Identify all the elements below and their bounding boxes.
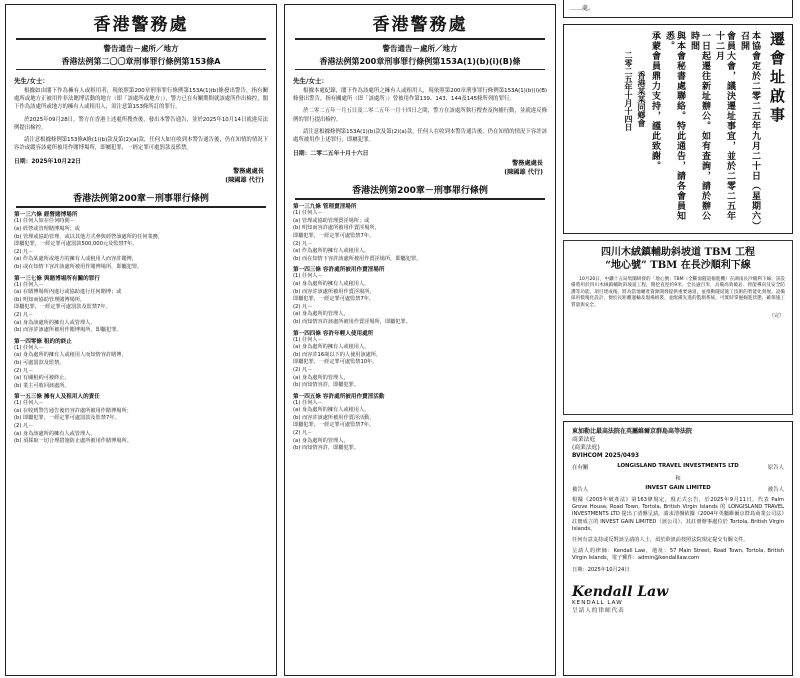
article-title: 四川木絨鎮輔助斜坡道 TBM 工程 (601, 247, 755, 258)
section-item: (b) 可處罰款及監禁。 (14, 359, 65, 366)
signature-name: (陳國雄 代行) (504, 169, 543, 177)
case-number: BVIHCOM 2025/0493 (572, 453, 640, 459)
signature-name: (陳國雄 代行) (225, 177, 264, 185)
divider (16, 38, 266, 40)
signature-title: 警務處處長 (512, 160, 543, 168)
section-item: (b) 或在知情下容許該處所被用作賭博場所，即屬犯罪。 (14, 263, 143, 270)
court-division: 商業法庭 (572, 437, 596, 443)
notice-ordinance: 香港法例第二〇〇章刑事罪行條例第153條A (61, 57, 221, 66)
section-item: (1) 任何人－ (14, 344, 44, 351)
section-heading: 第一四五條 容許處所被用作賣淫活動 (293, 393, 385, 400)
party-name: LONGISLAND TRAVEL INVESTMENTS LTD (617, 463, 739, 469)
section-item: (b) 而容許該處所被用作賣淫場所， (293, 288, 375, 295)
article-subtitle: “地心號” TBM 在長沙順利下線 (605, 260, 751, 271)
court-date: 日期：2025年10月24日 (572, 566, 630, 573)
section-heading: 第一三六條 經營賭博場所 (14, 212, 78, 219)
section-item: (b) 須採取一切合理措施防止處所被用作賭博場所。 (14, 438, 132, 445)
section-heading: 第一四零條 租約的終止 (14, 338, 72, 345)
party-role: 在有關 (572, 465, 589, 471)
section-item: (2) 凡－ (293, 430, 313, 437)
section-item: 即屬犯罪，一經定罪可處監禁7年。 (293, 422, 375, 429)
ordinance-sections (6, 210, 276, 445)
police-notice-2 (284, 4, 556, 676)
notice-subtitle: 警告通告－處所／地方 (103, 44, 179, 53)
relocation-text-col: 承蒙會員鼎力支持，謹此致謝。 (650, 31, 660, 171)
section-item: (b) 業主可收回該處所。 (14, 382, 70, 389)
section-item: (1) 任何人－ (14, 400, 44, 407)
section-item: (b) 管理或協助管理、或以其他方式參與經營該處所的任何業務， (14, 233, 164, 240)
salutation: 先生/女士： (14, 77, 49, 85)
ordinance-sections (285, 202, 555, 453)
party-and (572, 474, 784, 482)
section-item: (b) 明知而協助管理賭博場所， (14, 296, 86, 303)
party-role: 被告人 (572, 487, 589, 493)
section-heading: 第一三九條 管理賣淫場所 (293, 204, 357, 211)
section-item: (b) 即屬犯罪，一經定罪可處罰款及監禁7年。 (14, 415, 120, 422)
section-item: (2) 凡－ (14, 248, 34, 255)
section-item: (a) 在賭博場所內進行或協助進行任何賭博；或 (14, 289, 122, 296)
court-division-sub: (商業法庭) (572, 445, 600, 451)
paragraph: 於2025年09月28日，警方在香港上述處所搜查後，發出本警告通告，並於2025年10月14日就違反法例提出檢控。 (14, 116, 268, 131)
relocation-org: 香港某某同鄉會 (637, 71, 646, 127)
section-heading: 第一三七條 與賭博場所有關的罪行 (14, 275, 100, 282)
solicitor-info: 呈請人的律師：Kendall Law，地址：57 Main Street, Road Town, Tortola, British Virgin Islands，電子郵件：admin@kendalllaw.com (572, 548, 784, 562)
section-item: (b) 而知情容許該處所被用作賣淫場所，即屬犯罪。 (293, 318, 411, 325)
section-item: (2) 凡－ (293, 366, 313, 373)
section-item: (a) 在收到警告通告後仍容許處所被用作賭博場所； (14, 407, 132, 414)
section-item: (b) 而知情容許，即屬犯罪。 (293, 382, 360, 389)
notice-date: 日期：二零二五年十月十六日 (293, 151, 369, 158)
divider (295, 38, 545, 40)
section-item: (1) 任何人－ (293, 336, 323, 343)
court-name: 東加勒比最高法院在英屬維爾京群島高等法院 (572, 428, 693, 435)
court-body: 根據《2003年破產法》第163條規定，現正式公告，於2025年9月11日，代表 Palm Grove House, Road Town, Tortola, British Virgin Islands 的 LONGISLAND TRAVEL INVESTMENTS LTD 提出了清盤呈請，請求清盤依據《2004年英屬維爾京群島商業公司法》註冊成立的 INVEST GAIN LIMITED（該公司），其註冊辦事處位於 Tortola, British Virgin Islands。 (572, 497, 784, 532)
partial-notice-text: ……處。 (570, 5, 595, 12)
article-footer: （完） (768, 313, 784, 320)
section-item: 即屬犯罪，一經定罪可處監禁7年。 (293, 296, 375, 303)
section-item: (1) 任何人－ (293, 273, 323, 280)
logo-subtext-2: 呈請人的律師代表 (572, 607, 625, 614)
notice-dept-title: 香港警務處 (372, 15, 468, 35)
section-item: (a) 身為處所的擁有人或租用人而知情容許賭博， (14, 352, 127, 359)
section-heading: 第一四三條 容許處所被用作賣淫場所 (293, 267, 385, 274)
party-tag: 被告人 (767, 487, 784, 493)
section-item: (a) 身為處所的擁有人或租用人， (293, 407, 370, 414)
section-item: (b) 而容許16歲以下的人使用該處所， (293, 351, 382, 358)
section-item: (b) 而在知情下容許該處所被用作賣淫場所，即屬犯罪。 (293, 255, 422, 262)
paragraph: 請注意根據條例第153A(1)(b)款及第(2)(a)款，任何人在收到本警告通告後，仍在知情的情況下容許該處所被用作上述罪行，即屬犯罪。 (293, 128, 547, 144)
relocation-text-col: 與本會秘書處聯絡。特此通告，請各會員知悉。 (664, 31, 685, 221)
section-heading: 第一四四條 容許年輕人使用處所 (293, 330, 374, 337)
section-item: 即屬犯罪，一經定罪可處監禁10年。 (293, 359, 378, 366)
relocation-text-col: 本協會定於二零二五年九月二十日（星期六）召開 (739, 31, 760, 227)
section-heading: 第一五三條 擁有人及租用人的責任 (14, 394, 100, 401)
relocation-notice (563, 24, 793, 234)
notice-ordinance: 香港法例第200章刑事罪行條例第153A(1)(b)(i)(B)條 (319, 57, 521, 66)
article-body: 10月20日，中鐵十五局集團研發的「地心號」TBM（全斷面隧道掘進機）在湖南長沙順利下線。該設備將用於四川木絨鎮輔助斜坡道工程，開挖直徑約9米，全長逾百米，具備高效破岩、智能導向及安全防護等功能。項目建成後，將為當地礦產資源開發提供重要通道，並推動隧道施工技術的智能化發展。設備採用模塊化設計，便於長距離運輸及現場組裝，並配備先進的監測系統，可實時掌握掘進狀態，確保施工質量與安全。 (571, 277, 785, 308)
section-item: (a) 身為處所的擁有人或租用人， (293, 344, 370, 351)
paragraph: 於二零二五年一月五日及二零二五年一月十四日之間，警方在該處所執行搜查及拘捕行動，並就違反條例的罪行提出檢控。 (293, 108, 547, 123)
relocation-title: 遷會址啟事 (768, 31, 786, 126)
paragraph: 根據如由閣下作為擁有人或租用者，現依照第200章刑事罪行條例第153A(1)(b)條發出警告，指有關處所或地方正被用作非法賭博活動的地方（即「該處所或地方」），警方已在有關期間就該處所作出檢控，閣下作為該處所或地方的擁有人或租用人，須注意第153條所訂的罪行。 (14, 88, 268, 111)
section-item: (2) 凡－ (14, 367, 34, 374)
section-item: (2) 凡－ (14, 311, 34, 318)
divider (295, 198, 545, 200)
divider (16, 206, 266, 208)
and-text: 和 (675, 476, 681, 482)
section-item: (1) 任何人－ (293, 210, 323, 217)
party-row (572, 485, 784, 493)
section-item: 即屬犯罪，一經定罪可處罰款500,000元及監禁7年。 (14, 241, 138, 248)
section-item: (1) 任何人－ (14, 281, 44, 288)
section-item: (a) 作為某處所或地方的擁有人或租用人而容許賭博， (14, 256, 138, 263)
relocation-text-col: 會員大會，議決遷址事宜，並於二零二五年十二月 (714, 31, 735, 221)
section-item: 即屬犯罪，一經定罪可處罰款及監禁7年。 (14, 304, 111, 311)
paragraph: 根據本處紀錄，閣下作為該處所之擁有人或租用人，現依照第200章刑事罪行條例第153A(1)(b)(i)(B)條發出警告，指有關處所（即「該處所」）曾被用作第139、143、144及145條所列的罪行。 (293, 88, 547, 103)
kendall-law-logo: Kendall Law (572, 583, 669, 600)
section-item: (a) 經營或管理賭博場所；或 (14, 226, 80, 233)
police-notice-1 (5, 4, 277, 676)
notice-subtitle: 警告通告－處所／地方 (382, 44, 458, 53)
court-notice (563, 421, 793, 676)
salutation: 先生/女士： (293, 77, 328, 85)
relocation-text-col: 一日起遷往新址辦公。如有查詢，請於辦公時間 (689, 31, 710, 221)
section-item: (a) 身為處所的管理人， (293, 437, 349, 444)
section-item: (a) 身為該處所的擁有人或管理人， (14, 319, 96, 326)
section-item: (2) 凡－ (293, 240, 313, 247)
section-item: 即屬犯罪，一經定罪可處監禁7年。 (293, 233, 375, 239)
section-item: (a) 身為處所的擁有人或租用人， (293, 280, 370, 287)
section-item: (a) 身為處所的管理人， (293, 374, 349, 381)
divider (295, 69, 545, 70)
section-item: (a) 作為處所的擁有人或租用人， (293, 248, 370, 255)
ordinance-heading: 香港法例第200章－刑事罪行條例 (73, 194, 209, 205)
section-item: (a) 身為處所的管理人， (293, 311, 349, 318)
section-item: (b) 而容許該處所被用作賣淫活動， (293, 414, 375, 421)
section-item: (a) 身為該處所的擁有人或管理人， (14, 430, 96, 437)
party-tag: 原告人 (767, 465, 784, 471)
party-name: INVEST GAIN LIMITED (645, 485, 711, 491)
section-item: (1) 任何人如在任何時間－ (14, 218, 75, 225)
notice-date: 日期：2025年10月22日 (14, 159, 82, 166)
signature-title: 警務處處長 (233, 168, 264, 176)
section-item: (2) 凡－ (14, 423, 34, 430)
party-row (572, 463, 784, 471)
section-item: (2) 凡－ (293, 303, 313, 310)
section-item: (a) 管理或協助管理賣淫場所；或 (293, 217, 370, 224)
ordinance-heading: 香港法例第200章－刑事罪行條例 (352, 186, 488, 197)
paragraph: 請注意根據條例第153條A條(1)(b)款及第(2)(a)款，任何人如在收到本警告通告後，仍在知情的情況下容許或縱容該處所被用作賭博場所，即屬犯罪，一經定罪可處罰款及監禁。 (14, 137, 268, 152)
section-item: (b) 而知情容許，即屬犯罪。 (293, 445, 360, 452)
logo-subtext: KENDALL LAW (572, 599, 623, 606)
relocation-date: 二零二五年十月十四日 (624, 51, 633, 131)
section-item: (b) 明知而容許處所被用作賣淫場所， (293, 225, 380, 232)
divider (16, 69, 266, 70)
section-item: (b) 而容許該處所被用作賭博場所，即屬犯罪。 (14, 327, 122, 334)
court-body: 任何有意支持或反對該呈請的人士，須於聆訊前按照法院規定提交有關文件。 (572, 537, 749, 544)
partial-notice-top (563, 0, 793, 18)
tbm-article (563, 240, 793, 415)
section-item: (a) 有關租約可被終止， (14, 375, 70, 382)
notice-dept-title: 香港警務處 (93, 15, 189, 35)
section-item: (1) 任何人－ (293, 399, 323, 406)
